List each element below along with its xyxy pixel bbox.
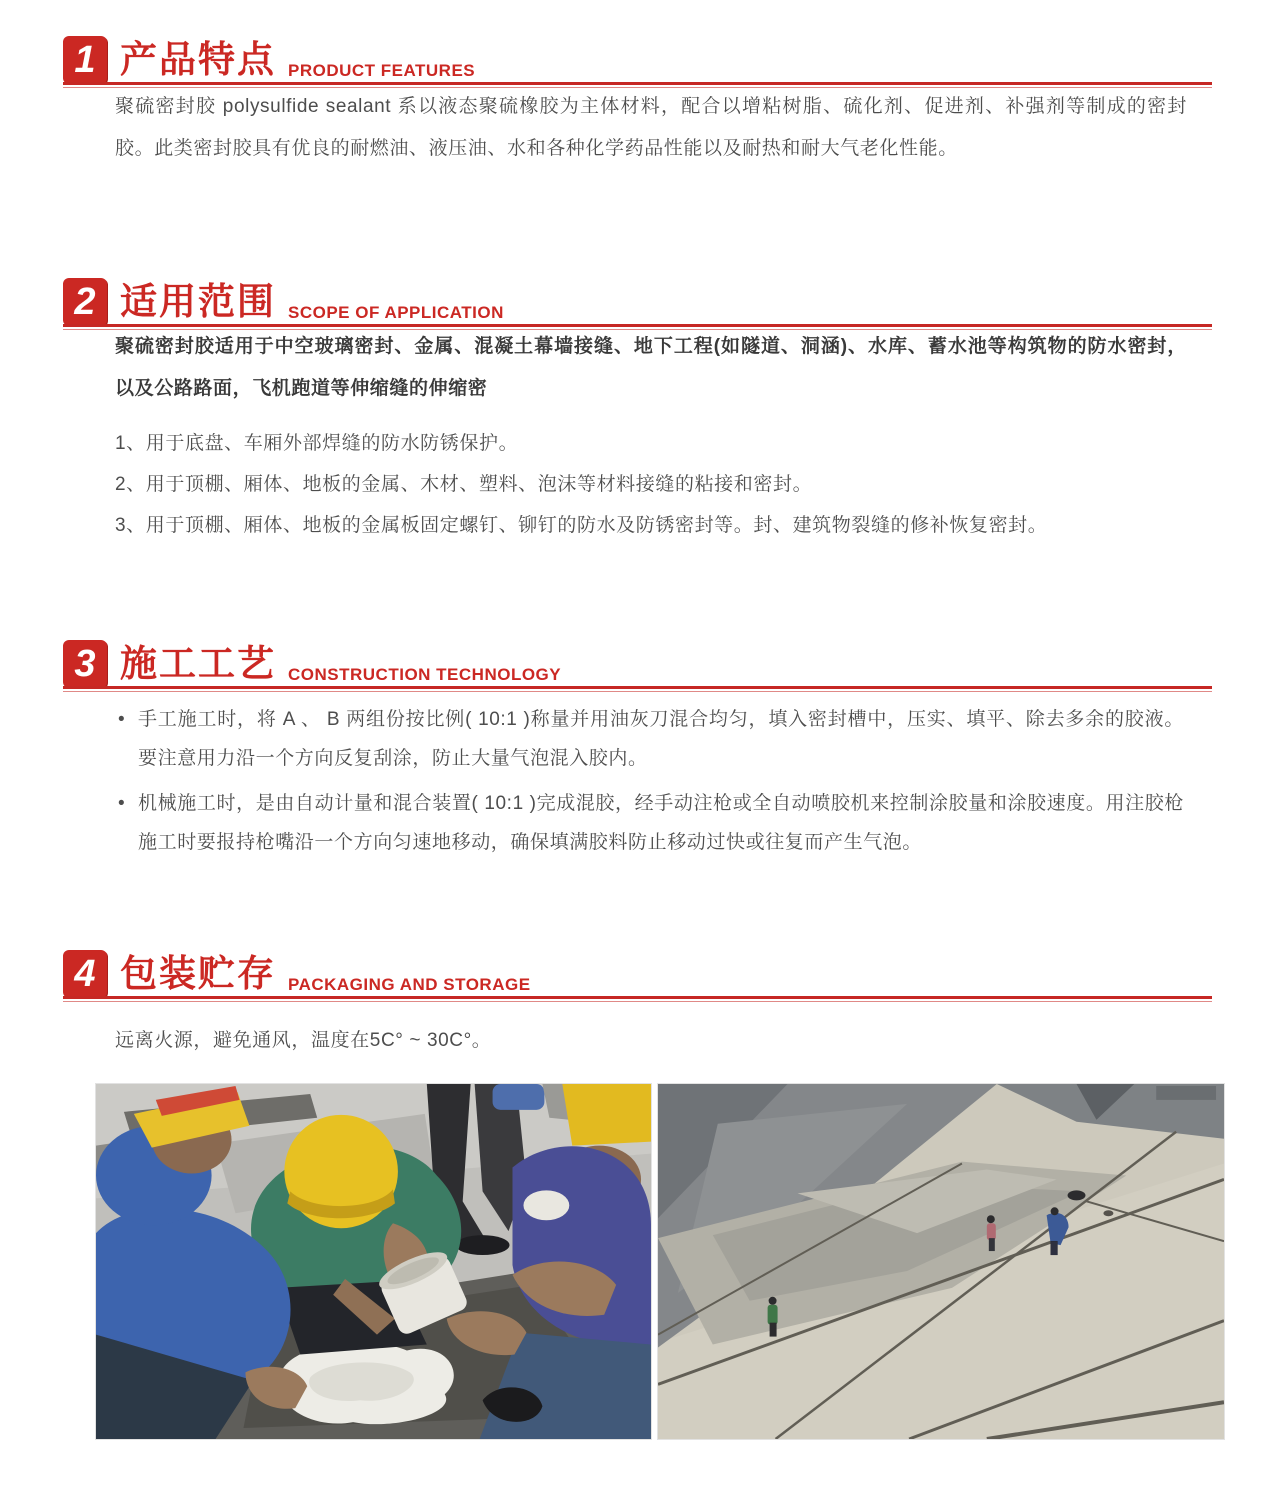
section-2-title: 适用范围 bbox=[120, 281, 276, 322]
section-3-number-badge bbox=[63, 640, 107, 688]
list-item: 3、用于顶棚、厢体、地板的金属板固定螺钉、铆钉的防水及防锈密封等。封、建筑物裂缝的修补恢复密封。 bbox=[115, 515, 1048, 536]
section-4-header bbox=[63, 950, 1212, 998]
list-item: 1、用于底盘、车厢外部焊缝的防水防锈保护。 bbox=[115, 433, 519, 454]
list-item: • 机械施工时，是由自动计量和混合装置( 10:1 )完成混胶，经手动注枪或全自动喷胶机来控制涂胶量和涂胶速度。用注胶枪施工时要报持枪嘴沿一个方向匀速地移动，确保填满胶料防止移动过快或往复而产生气泡。 bbox=[118, 784, 1184, 862]
section-3-subtitle: CONSTRUCTION TECHNOLOGY bbox=[288, 665, 562, 684]
section-3-body bbox=[118, 700, 1184, 868]
photo-workers-mixing-sealant bbox=[95, 1083, 652, 1440]
section-4-number-badge bbox=[63, 950, 107, 998]
application-list bbox=[115, 430, 1187, 539]
section-3-title: 施工工艺 bbox=[120, 643, 276, 684]
list-item: 2、用于顶棚、厢体、地板的金属、木材、塑料、泡沫等材料接缝的粘接和密封。 bbox=[115, 474, 813, 495]
section-3-rule bbox=[63, 686, 1212, 692]
construction-steps-list bbox=[118, 700, 1184, 862]
section-2-subtitle: SCOPE OF APPLICATION bbox=[288, 303, 504, 322]
sealant-mixing-illustration bbox=[96, 1084, 651, 1439]
section-number: 3 bbox=[74, 642, 96, 685]
photo-dam-slope-sealing bbox=[657, 1083, 1225, 1440]
section-4-title: 包装贮存 bbox=[120, 953, 276, 994]
dam-slope-illustration bbox=[658, 1084, 1224, 1439]
section-3-header bbox=[63, 640, 1212, 688]
section-4-rule bbox=[63, 996, 1212, 1002]
section-2-number-badge bbox=[63, 278, 107, 326]
section-1-paragraph: 聚硫密封胶 polysulfide sealant 系以液态聚硫橡胶为主体材料，配合以增粘树脂、硫化剂、促进剂、补强剂等制成的密封胶。此类密封胶具有优良的耐燃油、液压油、水和各种化学药品性能以及耐热和耐大气老化性能。 bbox=[115, 96, 1187, 159]
section-4-subtitle: PACKAGING AND STORAGE bbox=[288, 975, 531, 994]
section-number: 4 bbox=[74, 952, 96, 995]
section-4-paragraph: 远离火源，避免通风，温度在5C° ~ 30C°。 bbox=[115, 1030, 492, 1051]
section-1-subtitle: PRODUCT FEATURES bbox=[288, 61, 476, 80]
section-number: 1 bbox=[74, 38, 96, 81]
section-1-number-badge bbox=[63, 36, 107, 84]
section-number: 2 bbox=[74, 280, 96, 323]
section-1-header bbox=[63, 36, 1212, 84]
section-2-body bbox=[115, 326, 1187, 553]
section-2-header bbox=[63, 278, 1212, 326]
section-2-lead: 聚硫密封胶适用于中空玻璃密封、金属、混凝土幕墙接缝、地下工程(如隧道、洞涵)、水库、蓄水池等构筑物的防水密封，以及公路路面，飞机跑道等伸缩缝的伸缩密 bbox=[115, 336, 1187, 399]
section-1-title: 产品特点 bbox=[120, 39, 276, 80]
list-item: • 手工施工时，将 A 、 B 两组份按比例( 10:1 )称量并用油灰刀混合均匀，填入密封槽中，压实、填平、除去多余的胶液。要注意用力沿一个方向反复刮涂，防止大量气泡混入胶内。 bbox=[118, 700, 1184, 778]
